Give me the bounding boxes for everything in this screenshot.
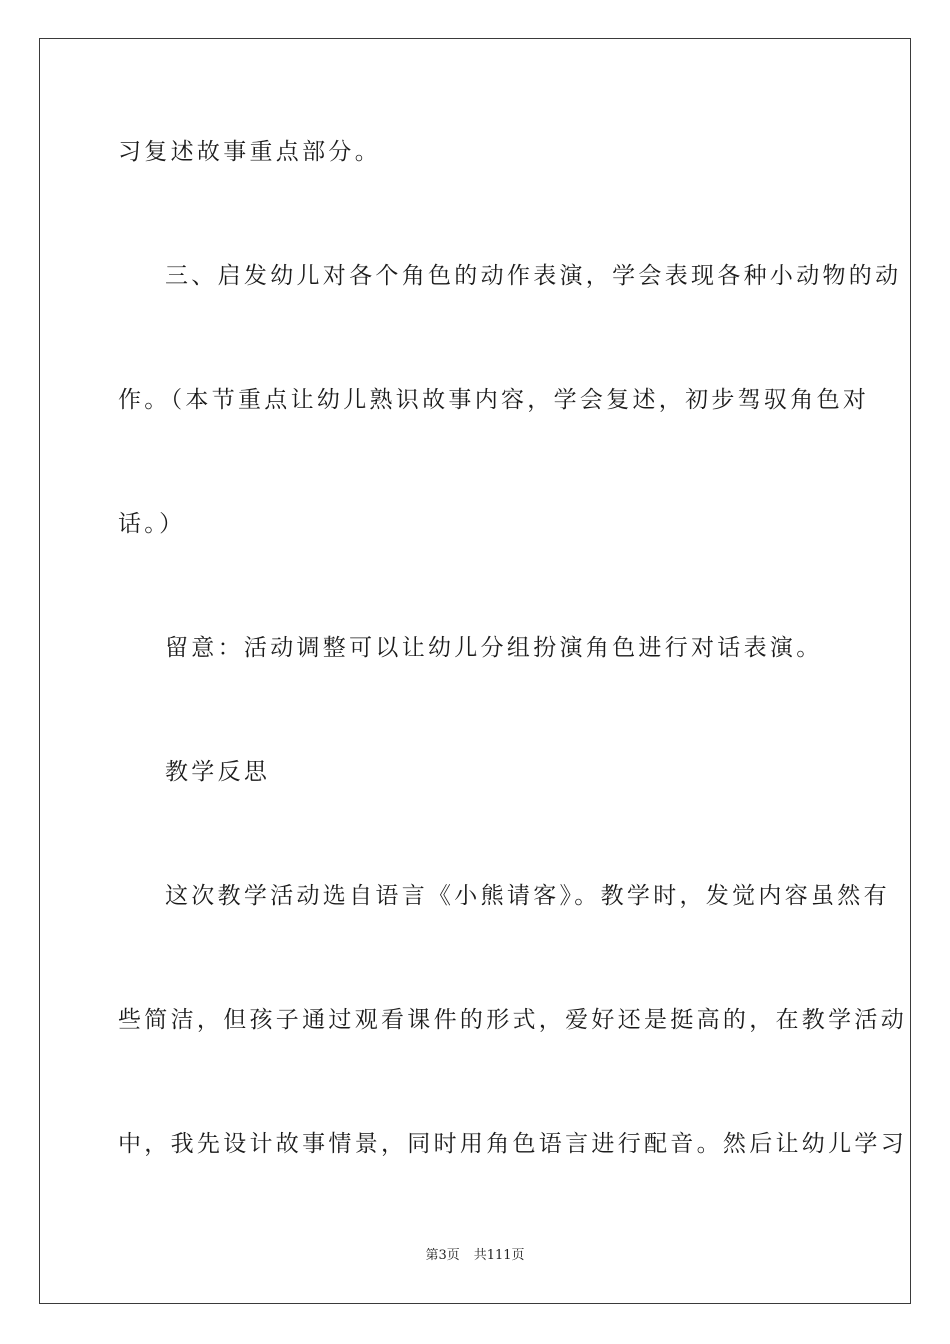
text-line-4: 话。）	[118, 511, 186, 537]
text-line-3: 作。（本节重点让幼儿熟识故事内容，学会复述，初步驾驭角色对	[118, 387, 870, 413]
page-total: 共111页	[473, 1248, 525, 1263]
page-footer	[0, 1247, 950, 1265]
text-line-8: 些简洁，但孩子通过观看课件的形式，爱好还是挺高的，在教学活动	[118, 1007, 907, 1033]
section-heading: 教学反思	[165, 759, 271, 785]
text-line-9: 中，我先设计故事情景，同时用角色语言进行配音。然后让幼儿学习	[118, 1131, 907, 1157]
text-line-2: 三、启发幼儿对各个角色的动作表演，学会表现各种小动物的动	[165, 263, 902, 289]
page-border	[39, 38, 911, 1304]
text-line-7: 这次教学活动选自语言《小熊请客》。教学时，发觉内容虽然有	[165, 883, 890, 909]
text-line-1: 习复述故事重点部分。	[118, 139, 381, 165]
page-number: 第3页	[425, 1248, 460, 1263]
text-line-5: 留意：活动调整可以让幼儿分组扮演角色进行对话表演。	[165, 635, 823, 661]
